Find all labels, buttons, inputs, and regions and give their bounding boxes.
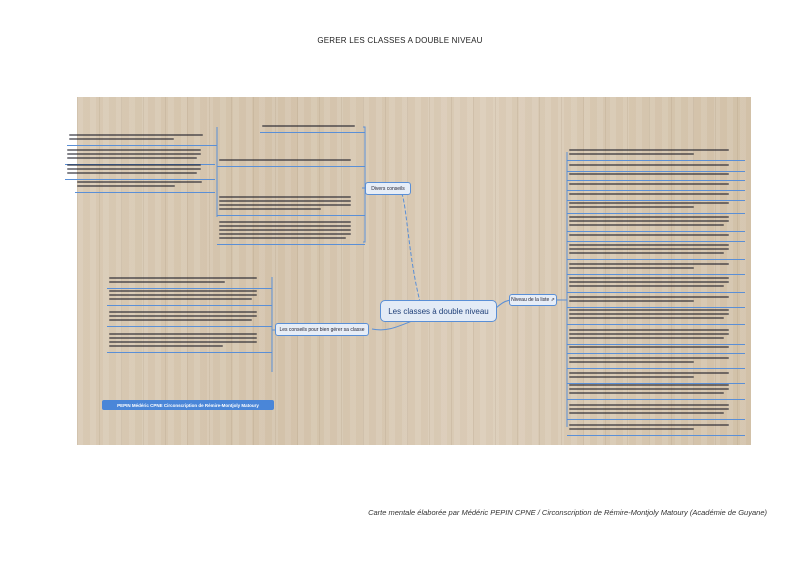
note-text-line (109, 315, 257, 317)
note-text-line (109, 345, 223, 347)
note-text-line (109, 294, 257, 296)
note-text-line (569, 329, 729, 331)
note-text-line (569, 234, 729, 236)
note-text-line (219, 196, 351, 198)
note-text-line (569, 193, 729, 195)
note-text-line (569, 244, 729, 246)
note-text-line (219, 159, 351, 161)
mind-map-note (107, 307, 272, 327)
note-text-line (569, 164, 729, 166)
note-text-line (219, 229, 351, 231)
note-text-line (569, 309, 729, 311)
note-text-line (569, 317, 724, 319)
note-text-line (569, 149, 729, 151)
note-text-line (569, 220, 729, 222)
note-text-line (569, 388, 729, 390)
note-text-line (219, 225, 351, 227)
note-text-line (569, 424, 729, 426)
note-text-line (569, 346, 729, 348)
note-text-line (569, 252, 724, 254)
note-text-line (109, 281, 225, 283)
note-text-line (109, 311, 257, 313)
mind-map-note (107, 286, 272, 306)
note-text-line (569, 372, 729, 374)
note-text-line (569, 428, 694, 430)
note-text-line (569, 277, 729, 279)
note-text-line (569, 408, 729, 410)
mind-map-note (567, 400, 745, 420)
note-text-line (569, 263, 729, 265)
note-text-line (109, 337, 257, 339)
note-text-line (569, 376, 694, 378)
note-text-line (569, 173, 729, 175)
note-text-line (109, 290, 257, 292)
note-text-line (569, 361, 694, 363)
note-text-line (569, 313, 729, 315)
mind-map-note (217, 217, 365, 245)
note-text-line (569, 153, 694, 155)
note-text-line (219, 208, 321, 210)
note-text-line (219, 221, 351, 223)
note-text-line (67, 153, 201, 155)
note-text-line (569, 183, 729, 185)
note-text-line (67, 172, 197, 174)
note-text-line (77, 185, 175, 187)
mind-map-note (567, 305, 745, 325)
document-footer: Carte mentale élaborée par Médéric PEPIN CPNE / Circonscription de Rémire-Montjoly Matoury (Académie de Guyane) (368, 508, 767, 517)
note-text-line (569, 267, 694, 269)
note-text-line (77, 181, 202, 183)
note-text-line (69, 134, 203, 136)
mind-map-note (567, 353, 745, 369)
note-text-line (569, 357, 729, 359)
branch-conseils-gestion[interactable]: Les conseils pour bien gérer sa classe (275, 323, 369, 336)
mind-map-note (567, 145, 745, 161)
author-badge: PEPIN Médéric CPNE Circonscription de Rémire-Montjoly Matoury (102, 400, 274, 410)
mind-map-note (217, 155, 365, 167)
note-text-line (569, 224, 724, 226)
note-text-line (262, 125, 355, 127)
note-text-line (69, 138, 174, 140)
note-text-line (569, 281, 729, 283)
mind-map-note (567, 420, 745, 436)
note-text-line (67, 149, 201, 151)
note-text-line (219, 233, 351, 235)
note-text-line (569, 202, 729, 204)
mind-map-note (567, 273, 745, 293)
note-text-line (569, 404, 729, 406)
branch-right[interactable]: Niveau de la liste ⇗ (509, 294, 557, 306)
note-text-line (219, 204, 351, 206)
note-text-line (569, 216, 729, 218)
note-text-line (219, 200, 351, 202)
note-text-line (569, 296, 729, 298)
note-text-line (569, 337, 724, 339)
branch-divers-conseils[interactable]: Divers conseils (365, 182, 411, 195)
note-text-line (109, 277, 257, 279)
document-title: GERER LES CLASSES A DOUBLE NIVEAU (317, 36, 483, 45)
note-text-line (569, 333, 729, 335)
note-text-line (569, 412, 724, 414)
mind-map-note (260, 121, 365, 133)
mind-map-note (217, 192, 365, 216)
mind-map-note (75, 177, 215, 193)
note-text-line (67, 168, 201, 170)
mind-map-image (77, 97, 751, 445)
mind-map-note (107, 329, 272, 353)
mind-map-note (567, 212, 745, 232)
central-topic[interactable]: Les classes à double niveau (380, 300, 497, 322)
note-text-line (109, 298, 252, 300)
note-text-line (109, 319, 252, 321)
note-text-line (109, 333, 257, 335)
note-text-line (569, 300, 694, 302)
mind-map-note (567, 240, 745, 260)
mind-map-note (67, 130, 217, 146)
note-text-line (109, 341, 257, 343)
note-text-line (569, 384, 729, 386)
mind-map-note (567, 380, 745, 400)
note-text-line (569, 285, 724, 287)
note-text-line (569, 248, 729, 250)
note-text-line (569, 206, 694, 208)
note-text-line (67, 164, 201, 166)
note-text-line (219, 237, 346, 239)
note-text-line (569, 392, 724, 394)
note-text-line (67, 157, 197, 159)
